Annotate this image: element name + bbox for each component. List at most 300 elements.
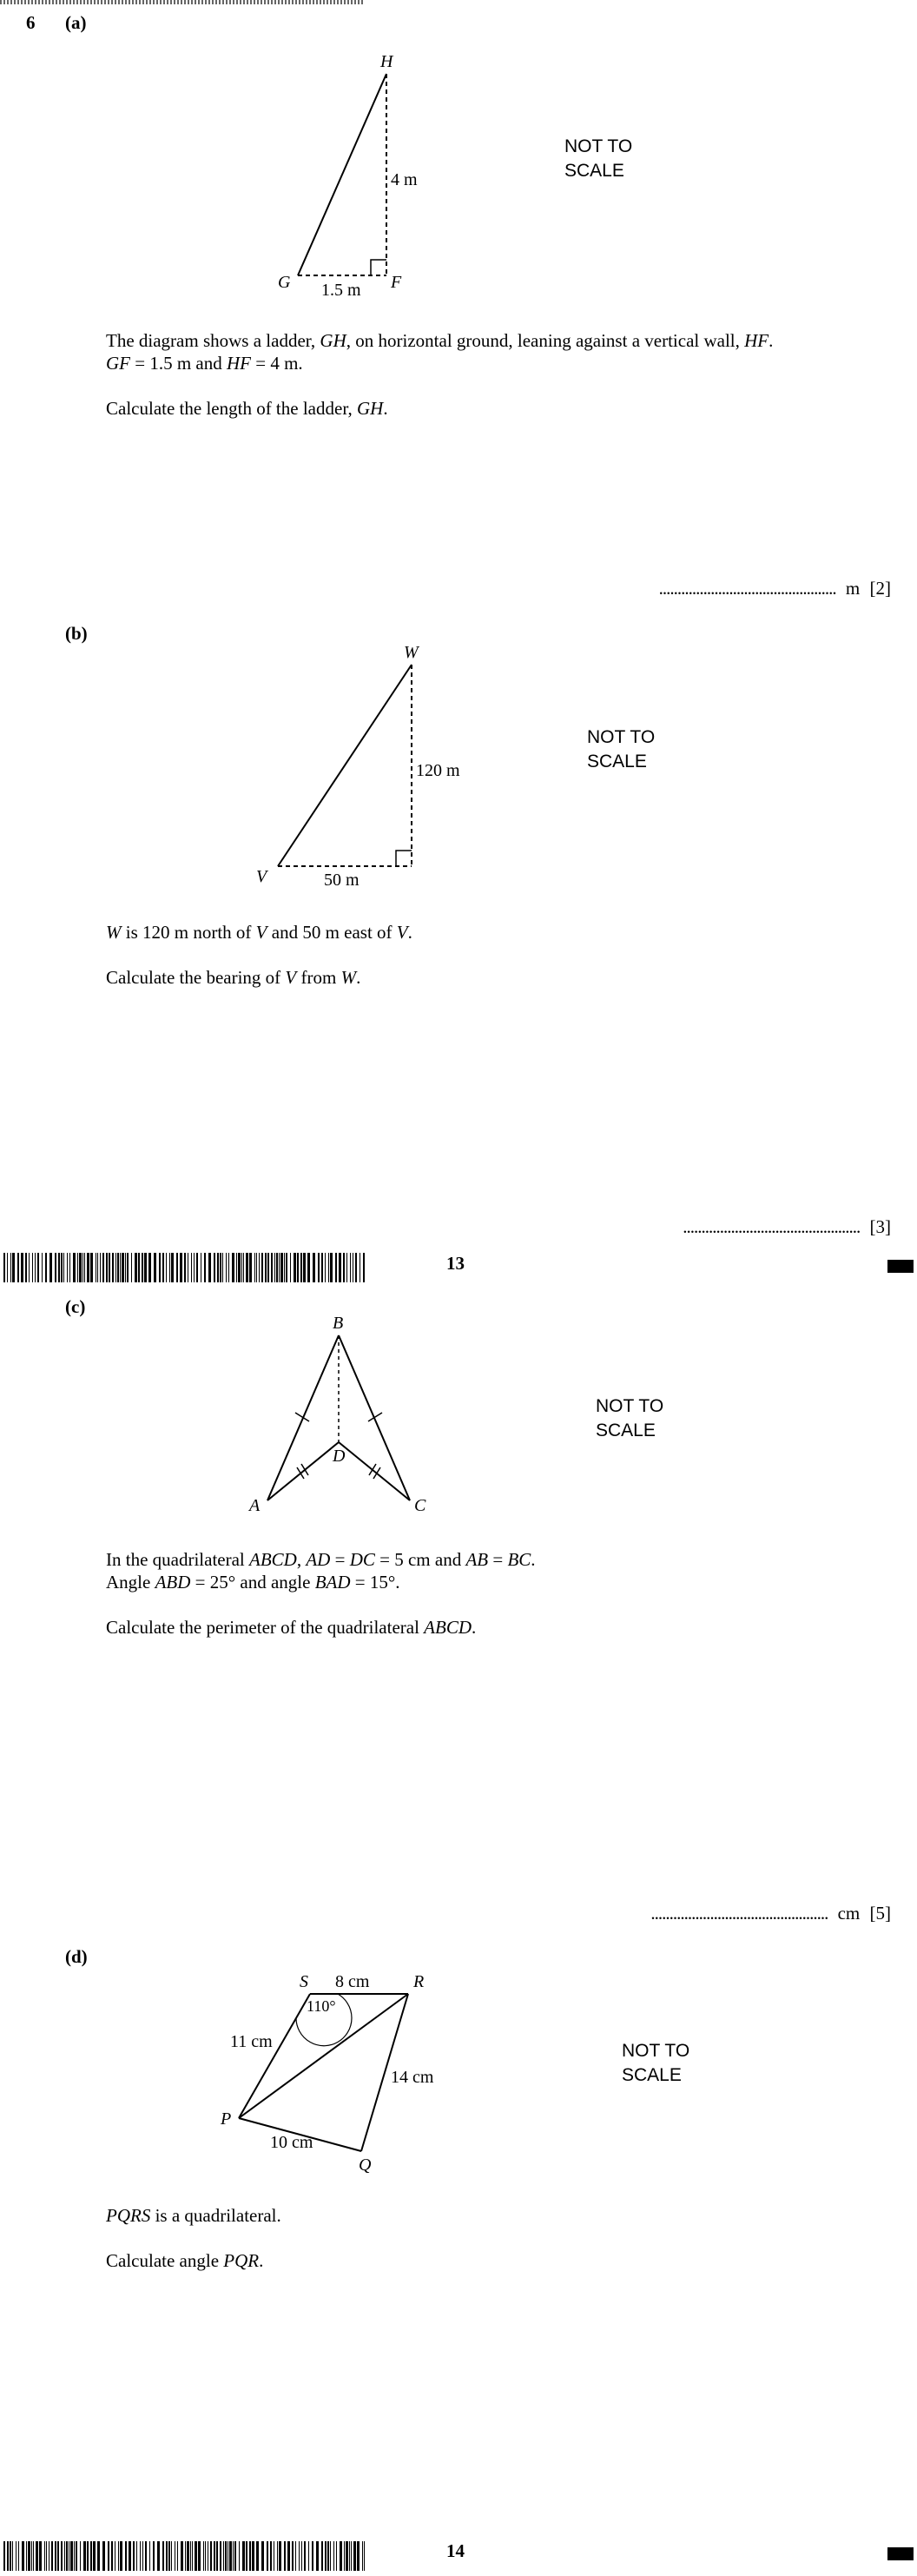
barcode-bar <box>220 1253 221 1282</box>
barcode-bar <box>67 1253 68 1282</box>
t: = <box>488 1549 508 1570</box>
barcode-bar <box>287 2541 290 2571</box>
barcode-bar <box>292 2541 294 2571</box>
barcode-bar <box>171 2541 172 2571</box>
nts-b-line2: SCALE <box>587 752 647 771</box>
label-c: C <box>414 1496 426 1515</box>
barcode-bar <box>31 2541 32 2571</box>
t: = 5 cm and <box>374 1549 466 1570</box>
tick-ad-1 <box>297 1467 304 1479</box>
barcode-bar <box>184 1253 186 1282</box>
barcode-bar <box>79 1253 82 1282</box>
t: is a quadrilateral. <box>150 2205 281 2226</box>
barcode-bar <box>333 2541 334 2571</box>
barcode-bar <box>149 2541 150 2571</box>
label-angle-s: 110° <box>307 1997 336 2015</box>
barcode-bar <box>217 1253 219 1282</box>
barcode-bar <box>111 2541 113 2571</box>
barcode-bar <box>115 1253 116 1282</box>
label-gf-length: 1.5 m <box>321 281 361 300</box>
barcode-bar <box>58 1253 60 1282</box>
barcode-bar <box>208 1253 211 1282</box>
v: V <box>255 922 267 943</box>
barcode-bar <box>17 1253 19 1282</box>
barcode-bar <box>76 2541 77 2571</box>
barcode-bar <box>335 1253 337 1282</box>
barcode-bar <box>220 2541 221 2571</box>
barcode-bar <box>181 2541 183 2571</box>
barcode-bar <box>321 2541 323 2571</box>
part-c-statement-2 <box>106 1571 400 1593</box>
barcode-bar <box>194 1253 195 1282</box>
barcode-bar <box>229 2541 232 2571</box>
barcode-bar <box>136 2541 137 2571</box>
label-s: S <box>300 1972 308 1991</box>
answer-unit: m <box>845 578 861 599</box>
t: , <box>296 1549 307 1570</box>
barcode-bar <box>236 1253 237 1282</box>
t: , on horizontal ground, leaning against a vertical wall, <box>346 330 745 351</box>
question-number: 6 <box>26 12 36 33</box>
t: Calculate angle <box>106 2250 224 2271</box>
barcode-bar <box>307 1253 310 1282</box>
barcode-bar <box>277 2541 278 2571</box>
barcode-bar <box>74 2541 75 2571</box>
barcode-bar <box>254 1253 255 1282</box>
barcode-bar <box>246 2541 247 2571</box>
barcode-bar <box>22 2541 24 2571</box>
barcode-bar <box>355 1253 357 1282</box>
barcode-bar <box>109 1253 110 1282</box>
barcode-bar <box>330 1253 333 1282</box>
label-r: R <box>413 1972 425 1991</box>
barcode-bar <box>159 1253 161 1282</box>
barcode-bar <box>63 1253 64 1282</box>
barcode-bar <box>80 2541 81 2571</box>
barcode-bar <box>120 2541 122 2571</box>
barcode-bar <box>204 1253 206 1282</box>
barcode-bar <box>61 2541 63 2571</box>
barcode-bar <box>125 2541 127 2571</box>
barcode-bar <box>214 2541 215 2571</box>
barcode-bar <box>144 1253 147 1282</box>
not-to-scale-d <box>622 2039 689 2088</box>
barcode-bar <box>77 1253 78 1282</box>
not-to-scale-a <box>564 135 632 183</box>
barcode-bar <box>102 2541 105 2571</box>
barcode-bar <box>222 1253 223 1282</box>
v: V <box>285 967 297 988</box>
answer-dots: ................................................ <box>658 578 836 599</box>
barcode-bar <box>350 1253 351 1282</box>
barcode-bar <box>166 1253 167 1282</box>
v: BAD <box>314 1572 351 1593</box>
barcode-bar <box>117 1253 119 1282</box>
barcode-bar <box>271 1253 273 1282</box>
label-q: Q <box>359 2155 372 2175</box>
barcode-bar <box>171 1253 174 1282</box>
barcode-bar <box>90 1253 93 1282</box>
barcode-bar <box>162 1253 164 1282</box>
barcode-bar <box>327 2541 329 2571</box>
barcode-bar <box>242 2541 245 2571</box>
not-to-scale-c <box>596 1394 663 1443</box>
part-b-statement <box>106 921 412 944</box>
barcode-bar <box>148 1253 151 1282</box>
t: The diagram shows a ladder, <box>106 330 320 351</box>
barcode-bar <box>84 1253 85 1282</box>
barcode-bar <box>313 1253 315 1282</box>
nts-c-line1: NOT TO <box>596 1396 664 1416</box>
t: Calculate the length of the ladder, <box>106 398 357 419</box>
barcode-bar <box>142 1253 143 1282</box>
barcode-bar <box>61 1253 63 1282</box>
barcode-bar <box>69 1253 70 1282</box>
t: = 4 m. <box>251 353 303 374</box>
barcode-bar <box>97 2541 100 2571</box>
barcode-bar <box>185 2541 186 2571</box>
right-angle-mark <box>396 851 412 866</box>
marks: [3] <box>869 1216 891 1237</box>
label-sp-length: 11 cm <box>230 2032 273 2051</box>
side-sp <box>239 1994 310 2118</box>
barcode-bar <box>267 2541 268 2571</box>
barcode-bar <box>191 1253 192 1282</box>
nts-d-line1: NOT TO <box>622 2041 690 2061</box>
barcode-bar <box>49 1253 52 1282</box>
barcode-bar <box>284 1253 285 1282</box>
barcode-bar <box>25 1253 27 1282</box>
barcode-bar <box>108 2541 109 2571</box>
label-h: H <box>380 52 393 71</box>
barcode-bar <box>226 1253 227 1282</box>
barcode-bar <box>177 2541 178 2571</box>
t: = 25° and angle <box>190 1572 315 1593</box>
barcode-bar <box>12 1253 15 1282</box>
barcode-bar <box>364 2541 365 2571</box>
barcode-bar <box>21 1253 23 1282</box>
t: In the quadrilateral <box>106 1549 250 1570</box>
barcode-bar <box>249 2541 251 2571</box>
barcode-bar <box>249 1253 252 1282</box>
answer-dots: ................................................ <box>683 1216 861 1237</box>
barcode-bar <box>239 2541 240 2571</box>
barcode-bar <box>127 1253 129 1282</box>
barcode-bar <box>44 2541 45 2571</box>
t: Angle <box>106 1572 155 1593</box>
barcode-bar <box>256 2541 259 2571</box>
barcode-bar <box>39 2541 42 2571</box>
v: PQR <box>223 2250 260 2271</box>
barcode-bar <box>3 1253 5 1282</box>
barcode-bar <box>325 1253 326 1282</box>
barcode-bar <box>118 2541 119 2571</box>
v: DC <box>349 1549 375 1570</box>
barcode-bar <box>330 2541 331 2571</box>
barcode-bar <box>243 1253 244 1282</box>
barcode-bar <box>46 2541 47 2571</box>
barcode-bar <box>154 1253 156 1282</box>
page-number-13: 13 <box>446 1253 465 1274</box>
barcode-bar <box>7 2541 9 2571</box>
v: GH <box>356 398 384 419</box>
kite-diagram <box>234 1308 443 1516</box>
label-pq-length: 10 cm <box>270 2133 313 2152</box>
side-ad <box>267 1442 339 1500</box>
barcode-bar <box>192 2541 193 2571</box>
barcode-bar <box>225 2541 227 2571</box>
barcode-bar <box>303 1253 306 1282</box>
part-a-statement-1 <box>106 329 773 352</box>
barcode-bar <box>299 2541 300 2571</box>
barcode-bar <box>340 2541 342 2571</box>
answer-line-b[interactable] <box>683 1216 891 1238</box>
barcode-bar <box>279 1253 280 1282</box>
barcode-bar <box>233 2541 234 2571</box>
barcode-bar <box>37 1253 39 1282</box>
barcode-bar <box>203 2541 204 2571</box>
t: is 120 m north of <box>121 922 256 943</box>
barcode-bar <box>153 2541 155 2571</box>
line-vw <box>278 665 412 866</box>
barcode-bar <box>122 1253 124 1282</box>
barcode-bar <box>176 1253 178 1282</box>
part-c-instruction <box>106 1616 476 1639</box>
barcode-bar <box>93 2541 96 2571</box>
barcode-bar <box>256 1253 257 1282</box>
barcode-bar <box>294 1253 296 1282</box>
side-dc <box>339 1442 410 1500</box>
t: from <box>296 967 341 988</box>
quadrilateral-diagram <box>208 1950 469 2176</box>
barcode-bar <box>318 1253 320 1282</box>
barcode-bar <box>129 2541 131 2571</box>
barcode-bar <box>180 1253 182 1282</box>
t: . <box>356 967 361 988</box>
barcode-bar <box>195 2541 197 2571</box>
label-f: F <box>391 273 402 292</box>
t: Calculate the perimeter of the quadrilateral <box>106 1617 425 1638</box>
barcode-bar <box>301 2541 302 2571</box>
barcode-bar <box>346 1253 347 1282</box>
nts-a-line2: SCALE <box>564 161 624 181</box>
barcode-bar <box>336 2541 337 2571</box>
barcode-bar <box>73 1253 76 1282</box>
barcode-bar <box>32 1253 33 1282</box>
t: . <box>472 1617 477 1638</box>
barcode-bar <box>33 2541 34 2571</box>
barcode-bar <box>252 2541 254 2571</box>
page-number-14: 14 <box>446 2540 465 2561</box>
v: GH <box>320 330 346 351</box>
barcode-bar <box>351 2541 352 2571</box>
right-angle-mark <box>371 260 386 275</box>
barcode-bar <box>83 2541 86 2571</box>
barcode-bar <box>145 2541 147 2571</box>
barcode-bar <box>28 2541 30 2571</box>
tick-dc-1 <box>373 1467 380 1479</box>
label-rq-length: 14 cm <box>391 2068 434 2087</box>
barcode-bar <box>157 2541 160 2571</box>
tick-dc-2 <box>369 1464 376 1475</box>
t: = 15°. <box>350 1572 400 1593</box>
barcode-bar <box>45 1253 47 1282</box>
bearing-diagram <box>247 639 482 891</box>
barcode-bar <box>42 1253 43 1282</box>
not-to-scale-b <box>587 725 655 774</box>
barcode-bar <box>10 1253 11 1282</box>
barcode-bar <box>169 1253 170 1282</box>
barcode-bar <box>51 2541 53 2571</box>
barcode-bar <box>64 2541 65 2571</box>
barcode-bar <box>270 2541 272 2571</box>
barcode-bar <box>168 2541 170 2571</box>
barcode-bar <box>286 1253 287 1282</box>
barcode-bar <box>131 1253 132 1282</box>
barcode-bar <box>261 1253 263 1282</box>
barcode-bar <box>344 2541 345 2571</box>
barcode-bar <box>190 2541 191 2571</box>
barcode-bar <box>241 1253 242 1282</box>
part-d-instruction <box>106 2249 263 2272</box>
barcode-bar <box>120 1253 121 1282</box>
barcode-bar <box>82 1253 83 1282</box>
barcode-bar <box>26 2541 27 2571</box>
barcode-bar <box>106 1253 108 1282</box>
barcode-bar <box>87 1253 89 1282</box>
t: and 50 m east of <box>267 922 397 943</box>
barcode-bar <box>133 2541 135 2571</box>
v: PQRS <box>106 2205 151 2226</box>
barcode-bar <box>70 2541 73 2571</box>
label-wside: 120 m <box>416 761 460 780</box>
answer-line-c[interactable] <box>650 1903 891 1924</box>
barcode-bar <box>343 1253 345 1282</box>
barcode-bar <box>140 2541 141 2571</box>
part-b-instruction <box>106 966 360 989</box>
t: . <box>769 330 774 351</box>
v: V <box>396 922 408 943</box>
barcode-bar <box>274 1253 275 1282</box>
margin-tab-13 <box>887 1260 914 1273</box>
part-d-statement <box>106 2204 281 2227</box>
barcode-bar <box>214 1253 215 1282</box>
barcode-bar <box>228 1253 229 1282</box>
barcode-bar <box>349 2541 350 2571</box>
nts-d-line2: SCALE <box>622 2065 682 2085</box>
barcode-bar <box>97 1253 98 1282</box>
barcode-bar <box>321 1253 323 1282</box>
tick-ad-2 <box>301 1464 308 1475</box>
barcode-bar <box>100 1253 101 1282</box>
barcode-bar <box>223 2541 224 2571</box>
barcode-bar <box>135 1253 137 1282</box>
t: . <box>407 922 412 943</box>
barcode-bar <box>238 1253 241 1282</box>
label-g: G <box>278 273 291 292</box>
barcode-bar <box>267 1253 269 1282</box>
barcode-bar <box>297 1253 299 1282</box>
barcode-bar <box>316 2541 319 2571</box>
barcode-bar <box>18 2541 19 2571</box>
label-d: D <box>333 1447 346 1466</box>
answer-unit: cm <box>837 1903 861 1924</box>
part-a-label: (a) <box>65 12 87 33</box>
barcode-bar <box>362 2541 363 2571</box>
v: W <box>340 967 357 988</box>
barcode-bar <box>308 2541 309 2571</box>
barcode-bar <box>261 2541 264 2571</box>
v: AD <box>306 1549 331 1570</box>
barcode-bar <box>102 1253 104 1282</box>
barcode-bar <box>216 2541 218 2571</box>
barcode-bar <box>12 2541 13 2571</box>
t: . <box>383 398 388 419</box>
barcode-bar <box>55 2541 56 2571</box>
barcode-bar <box>353 2541 356 2571</box>
part-a-instruction <box>106 397 388 420</box>
barcode-bar <box>280 1253 283 1282</box>
label-b: B <box>333 1314 344 1333</box>
barcode-bar <box>300 1253 302 1282</box>
barcode-bar <box>187 2541 189 2571</box>
v: AB <box>465 1549 489 1570</box>
label-a: A <box>249 1496 261 1515</box>
t: . <box>531 1549 536 1570</box>
marks: [5] <box>869 1903 891 1924</box>
barcode-bar <box>66 2541 68 2571</box>
barcode-bar <box>138 1253 140 1282</box>
part-d-label: (d) <box>65 1946 88 1967</box>
barcode-bar <box>290 1253 291 1282</box>
barcode-bar <box>196 1253 198 1282</box>
v: BC <box>507 1549 531 1570</box>
answer-line-a[interactable] <box>659 578 891 599</box>
marks: [2] <box>869 578 891 599</box>
barcode-bar <box>162 2541 164 2571</box>
barcode-bar <box>259 1253 260 1282</box>
barcode-bar <box>125 1253 126 1282</box>
part-b-label: (b) <box>65 623 88 644</box>
t: = 1.5 m and <box>130 353 227 374</box>
barcode-bar <box>3 2541 5 2571</box>
v: ABD <box>155 1572 191 1593</box>
t: . <box>259 2250 264 2271</box>
barcode-bar <box>346 2541 348 2571</box>
v: HF <box>744 330 769 351</box>
barcode-bar <box>90 2541 92 2571</box>
t: = <box>330 1549 350 1570</box>
barcode-14 <box>3 2541 372 2571</box>
barcode-bar <box>35 1253 36 1282</box>
v: GF <box>106 353 130 374</box>
ladder-line-gh <box>298 74 386 275</box>
answer-dots: ................................................ <box>650 1903 828 1924</box>
barcode-bar <box>10 2541 11 2571</box>
ladder-diagram <box>269 48 443 300</box>
nts-b-line1: NOT TO <box>587 727 656 747</box>
t: Calculate the bearing of <box>106 967 286 988</box>
barcode-bar <box>7 1253 8 1282</box>
barcode-bar <box>328 1253 329 1282</box>
label-p: P <box>221 2109 232 2129</box>
barcode-bar <box>205 2541 206 2571</box>
header-strip <box>0 0 365 4</box>
barcode-bar <box>304 2541 306 2571</box>
barcode-bar <box>36 2541 38 2571</box>
barcode-bar <box>166 2541 168 2571</box>
v: W <box>106 922 122 943</box>
